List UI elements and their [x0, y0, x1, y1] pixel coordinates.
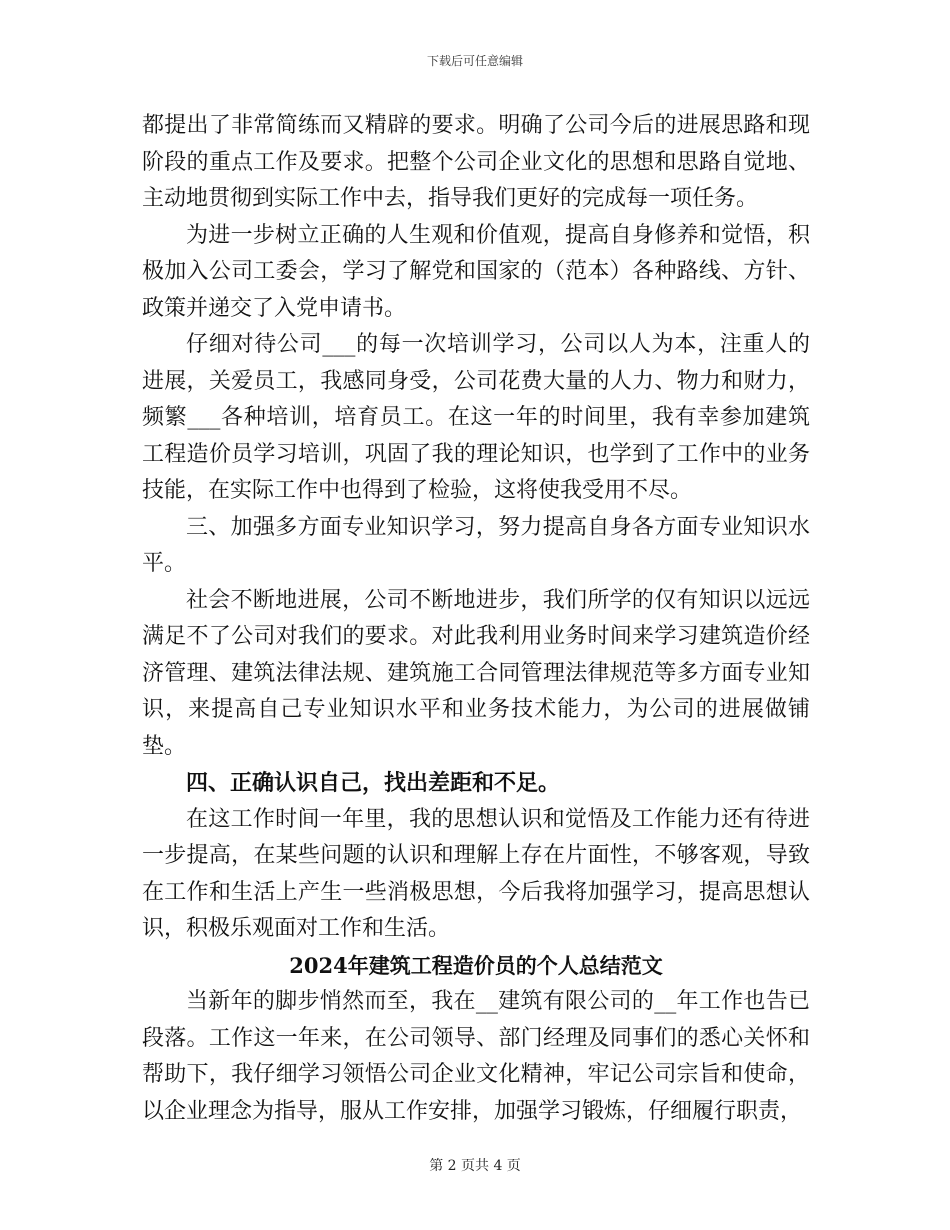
paragraph-2: 为进一步树立正确的人生观和价值观，提高自身修养和觉悟，积极加入公司工委会，学习了解党和国家的（范本）各种路线、方针、政策并递交了入党申请书。: [142, 222, 810, 321]
document-body: [142, 108, 810, 1130]
heading-3: 三、加强多方面专业知识学习，努力提高自身各方面专业知识水平。: [142, 514, 810, 576]
section-paragraph-1: 当新年的脚步悄然而至，我在__建筑有限公司的__年工作也告已段落。工作这一年来，在公司领导、部门经理及同事们的悉心关怀和帮助下，我仔细学习领悟公司企业文化精神，牢记公司宗旨和使命，以企业理念为指导，服从工作安排，加强学习锻炼，仔细履行职责，: [142, 989, 810, 1124]
section-title: 2024年建筑工程造价员的个人总结范文: [289, 952, 663, 978]
paragraph-5: 在这工作时间一年里，我的思想认识和觉悟及工作能力还有待进一步提高，在某些问题的认识和理解上存在片面性，不够客观，导致在工作和生活上产生一些消极思想，今后我将加强学习，提高思想认识，积极乐观面对工作和生活。: [142, 806, 810, 941]
paragraph-1: 都提出了非常简练而又精辟的要求。明确了公司今后的进展思路和现阶段的重点工作及要求。把整个公司企业文化的思想和思路自觉地、主动地贯彻到实际工作中去，指导我们更好的完成每一项任务。: [142, 113, 810, 211]
heading-4: 四、正确认识自己，找出差距和不足。: [186, 770, 561, 796]
paragraph-3: 仔细对待公司___的每一次培训学习，公司以人为本，注重人的进展，关爱员工，我感同身受，公司花费大量的人力、物力和财力，频繁___各种培训，培育员工。在这一年的时间里，我有幸参加建筑工程造价员学习培训，巩固了我的理论知识，也学到了工作中的业务技能，在实际工作中也得到了检验，这将使我受用不尽。: [142, 332, 810, 503]
paragraph-4: 社会不断地进展，公司不断地进步，我们所学的仅有知识以远远满足不了公司对我们的要求。对此我利用业务时间来学习建筑造价经济管理、建筑法律法规、建筑施工合同管理法律规范等多方面专业知识，来提高自己专业知识水平和业务技术能力，为公司的进展做铺垫。: [142, 587, 810, 759]
page-header: 下载后可任意编辑: [426, 54, 523, 68]
page-footer: 第 2 页共 4 页: [429, 1158, 521, 1174]
